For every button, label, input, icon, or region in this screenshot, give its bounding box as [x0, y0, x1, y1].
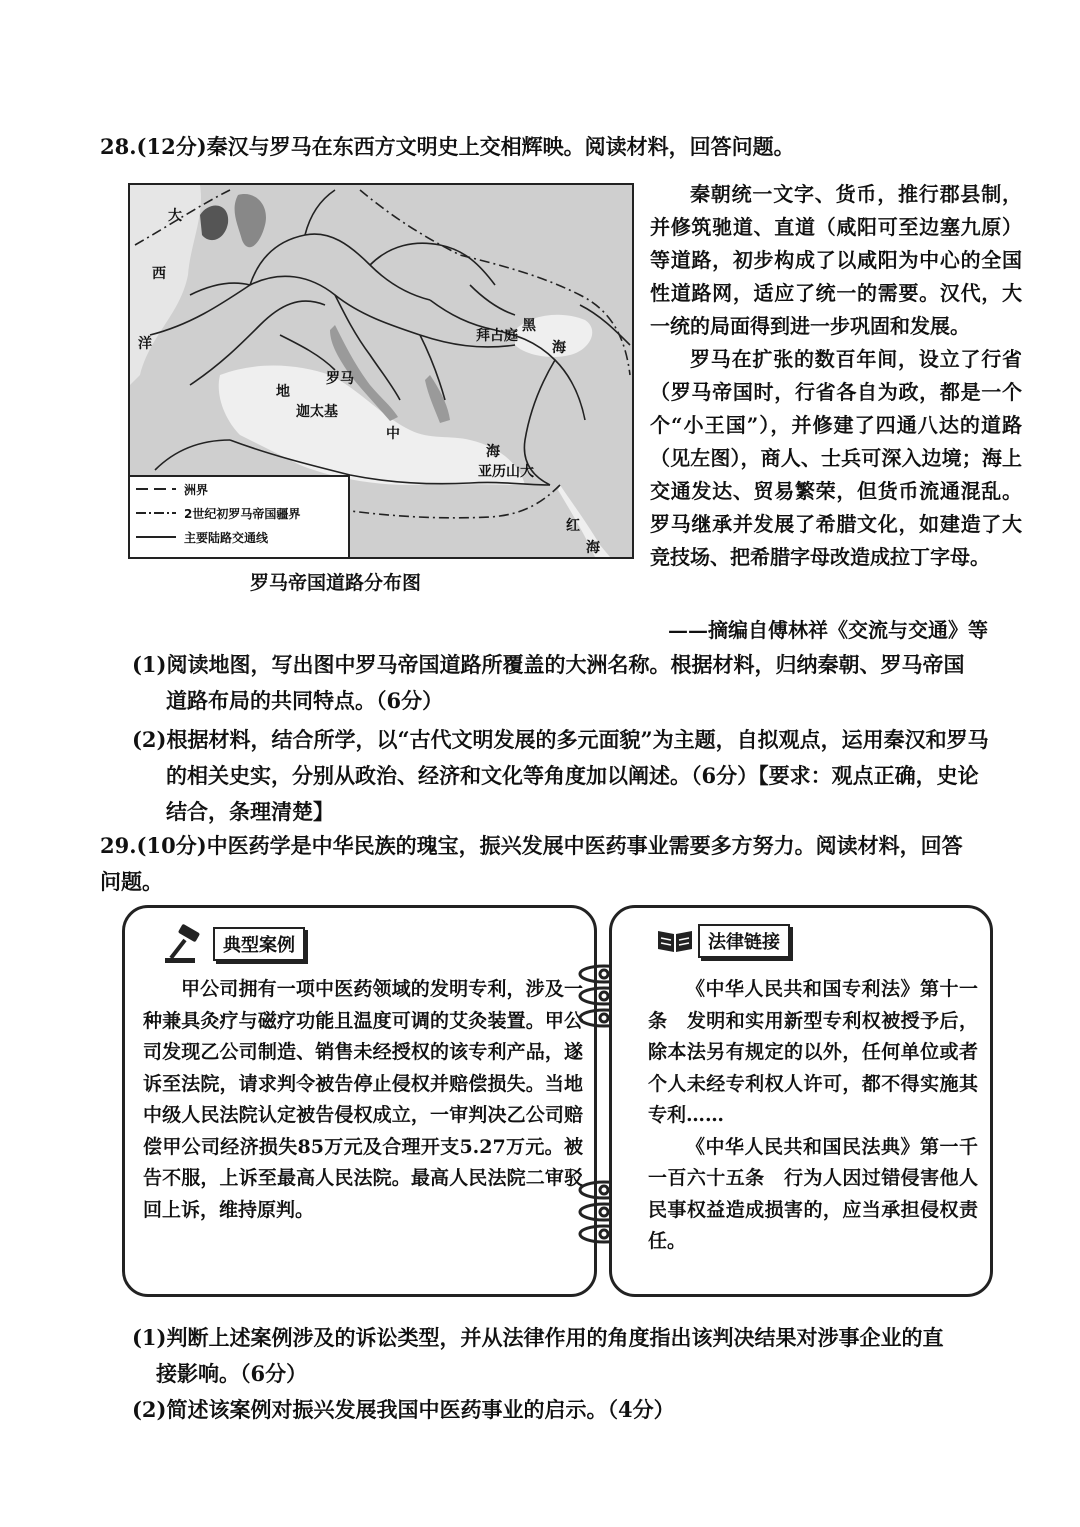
- roman-road-map: [128, 183, 634, 559]
- law-link-card: [609, 905, 993, 1297]
- question-29-sub-2: (2)简述该案例对振兴发展我国中医药事业的启示。（4分）: [132, 1397, 675, 1422]
- question-29-title: 29.(10分)中医药学是中华民族的瑰宝，振兴发展中医药事业需要多方努力。阅读材料，回答 问题。: [100, 833, 963, 894]
- map-legend: [130, 475, 350, 559]
- map-label-red-sea: 红: [566, 518, 580, 534]
- typical-case-card: [122, 905, 597, 1297]
- typical-case-header: [165, 924, 305, 964]
- question-29-sub-1: (1)判断上述案例涉及的诉讼类型，并从法律作用的角度指出该判决结果对涉事企业的直 接影响。（6分）: [132, 1325, 944, 1386]
- map-label-mediterranean: 地: [276, 384, 290, 400]
- map-caption: 罗马帝国道路分布图: [250, 572, 422, 594]
- legend-empire: 2世纪初罗马帝国疆界: [184, 506, 301, 521]
- map-label-alexandria: 亚历山大: [478, 464, 534, 480]
- open-book-icon: [656, 928, 694, 954]
- map-label-atlantic: 大: [168, 208, 182, 224]
- law-link-label: 法律链接: [698, 924, 790, 958]
- law-link-text: 《中华人民共和国专利法》第十一条 发明和实用新型专利权被授予后，除本法另有规定的以外，任何单位或者个人未经专利权人许可，都不得实施其专利…… 《中华人民共和国民法典》第一千一百六十五条 行为人因过错侵害他人民事权益造成损害的，应当承担侵权责任。: [648, 978, 978, 1252]
- map-label-red-sea: 海: [586, 540, 600, 556]
- map-label-atlantic: 西: [152, 266, 166, 282]
- map-label-carthage: 迦太基: [296, 404, 338, 420]
- map-label-mediterranean: 中: [386, 426, 400, 442]
- material-source: ——摘编自傅林祥《交流与交通》等: [668, 618, 988, 642]
- question-28-material: [650, 178, 1022, 574]
- legend-roads: 主要陆路交通线: [184, 530, 269, 545]
- question-28-sub-2: (2)根据材料，结合所学，以“古代文明发展的多元面貌”为主题，自拟观点，运用秦汉和罗马 的相关史实，分别从政治、经济和文化等角度加以阐述。（6分）【要求：观点正确，史论 结合，条理清楚】: [132, 727, 989, 824]
- map-label-byzantium: 拜占庭: [476, 328, 518, 344]
- question-28-sub-1: (1)阅读地图，写出图中罗马帝国道路所覆盖的大洲名称。根据材料，归纳秦朝、罗马帝国 道路布局的共同特点。（6分）: [132, 652, 965, 713]
- typical-case-text: 甲公司拥有一项中医药领域的发明专利，涉及一种兼具灸疗与磁疗功能且温度可调的艾灸装置。甲公司发现乙公司制造、销售未经授权的该专利产品，遂诉至法院，请求判令被告停止侵权并赔偿损失。当地中级人民法院认定被告侵权成立，一审判决乙公司赔偿甲公司经济损失85万元及合理开支5.27万元。被告不服，上诉至最高人民法院。最高人民法院二审驳回上诉，维持原判。: [143, 978, 583, 1221]
- map-label-black-sea: 海: [552, 340, 566, 356]
- question-28-title: 28.(12分)秦汉与罗马在东西方文明史上交相辉映。阅读材料，回答问题。: [100, 134, 795, 159]
- map-label-mediterranean: 海: [486, 444, 500, 460]
- map-label-atlantic: 洋: [138, 336, 152, 352]
- map-label-rome: 罗马: [326, 371, 354, 387]
- legend-continent: 洲界: [184, 482, 209, 497]
- gavel-icon: [165, 924, 209, 964]
- map-label-black-sea: 黑: [522, 318, 536, 334]
- material-rome: 罗马在扩张的数百年间，设立了行省（罗马帝国时，行省各自为政，都是一个个“小王国”），并修建了四通八达的道路（见左图），商人、士兵可深入边境；海上交通发达、贸易繁荣，但货币流通混乱。罗马继承并发展了希腊文化，如建造了大竞技场、把希腊字母改造成拉丁字母。: [650, 347, 1022, 569]
- typical-case-label: 典型案例: [213, 927, 305, 961]
- law-link-header: [656, 924, 790, 958]
- material-qin-han: 秦朝统一文字、货币，推行郡县制，并修筑驰道、直道（咸阳可至边塞九原）等道路，初步构成了以咸阳为中心的全国性道路网，适应了统一的需要。汉代，大一统的局面得到进一步巩固和发展。: [650, 182, 1022, 338]
